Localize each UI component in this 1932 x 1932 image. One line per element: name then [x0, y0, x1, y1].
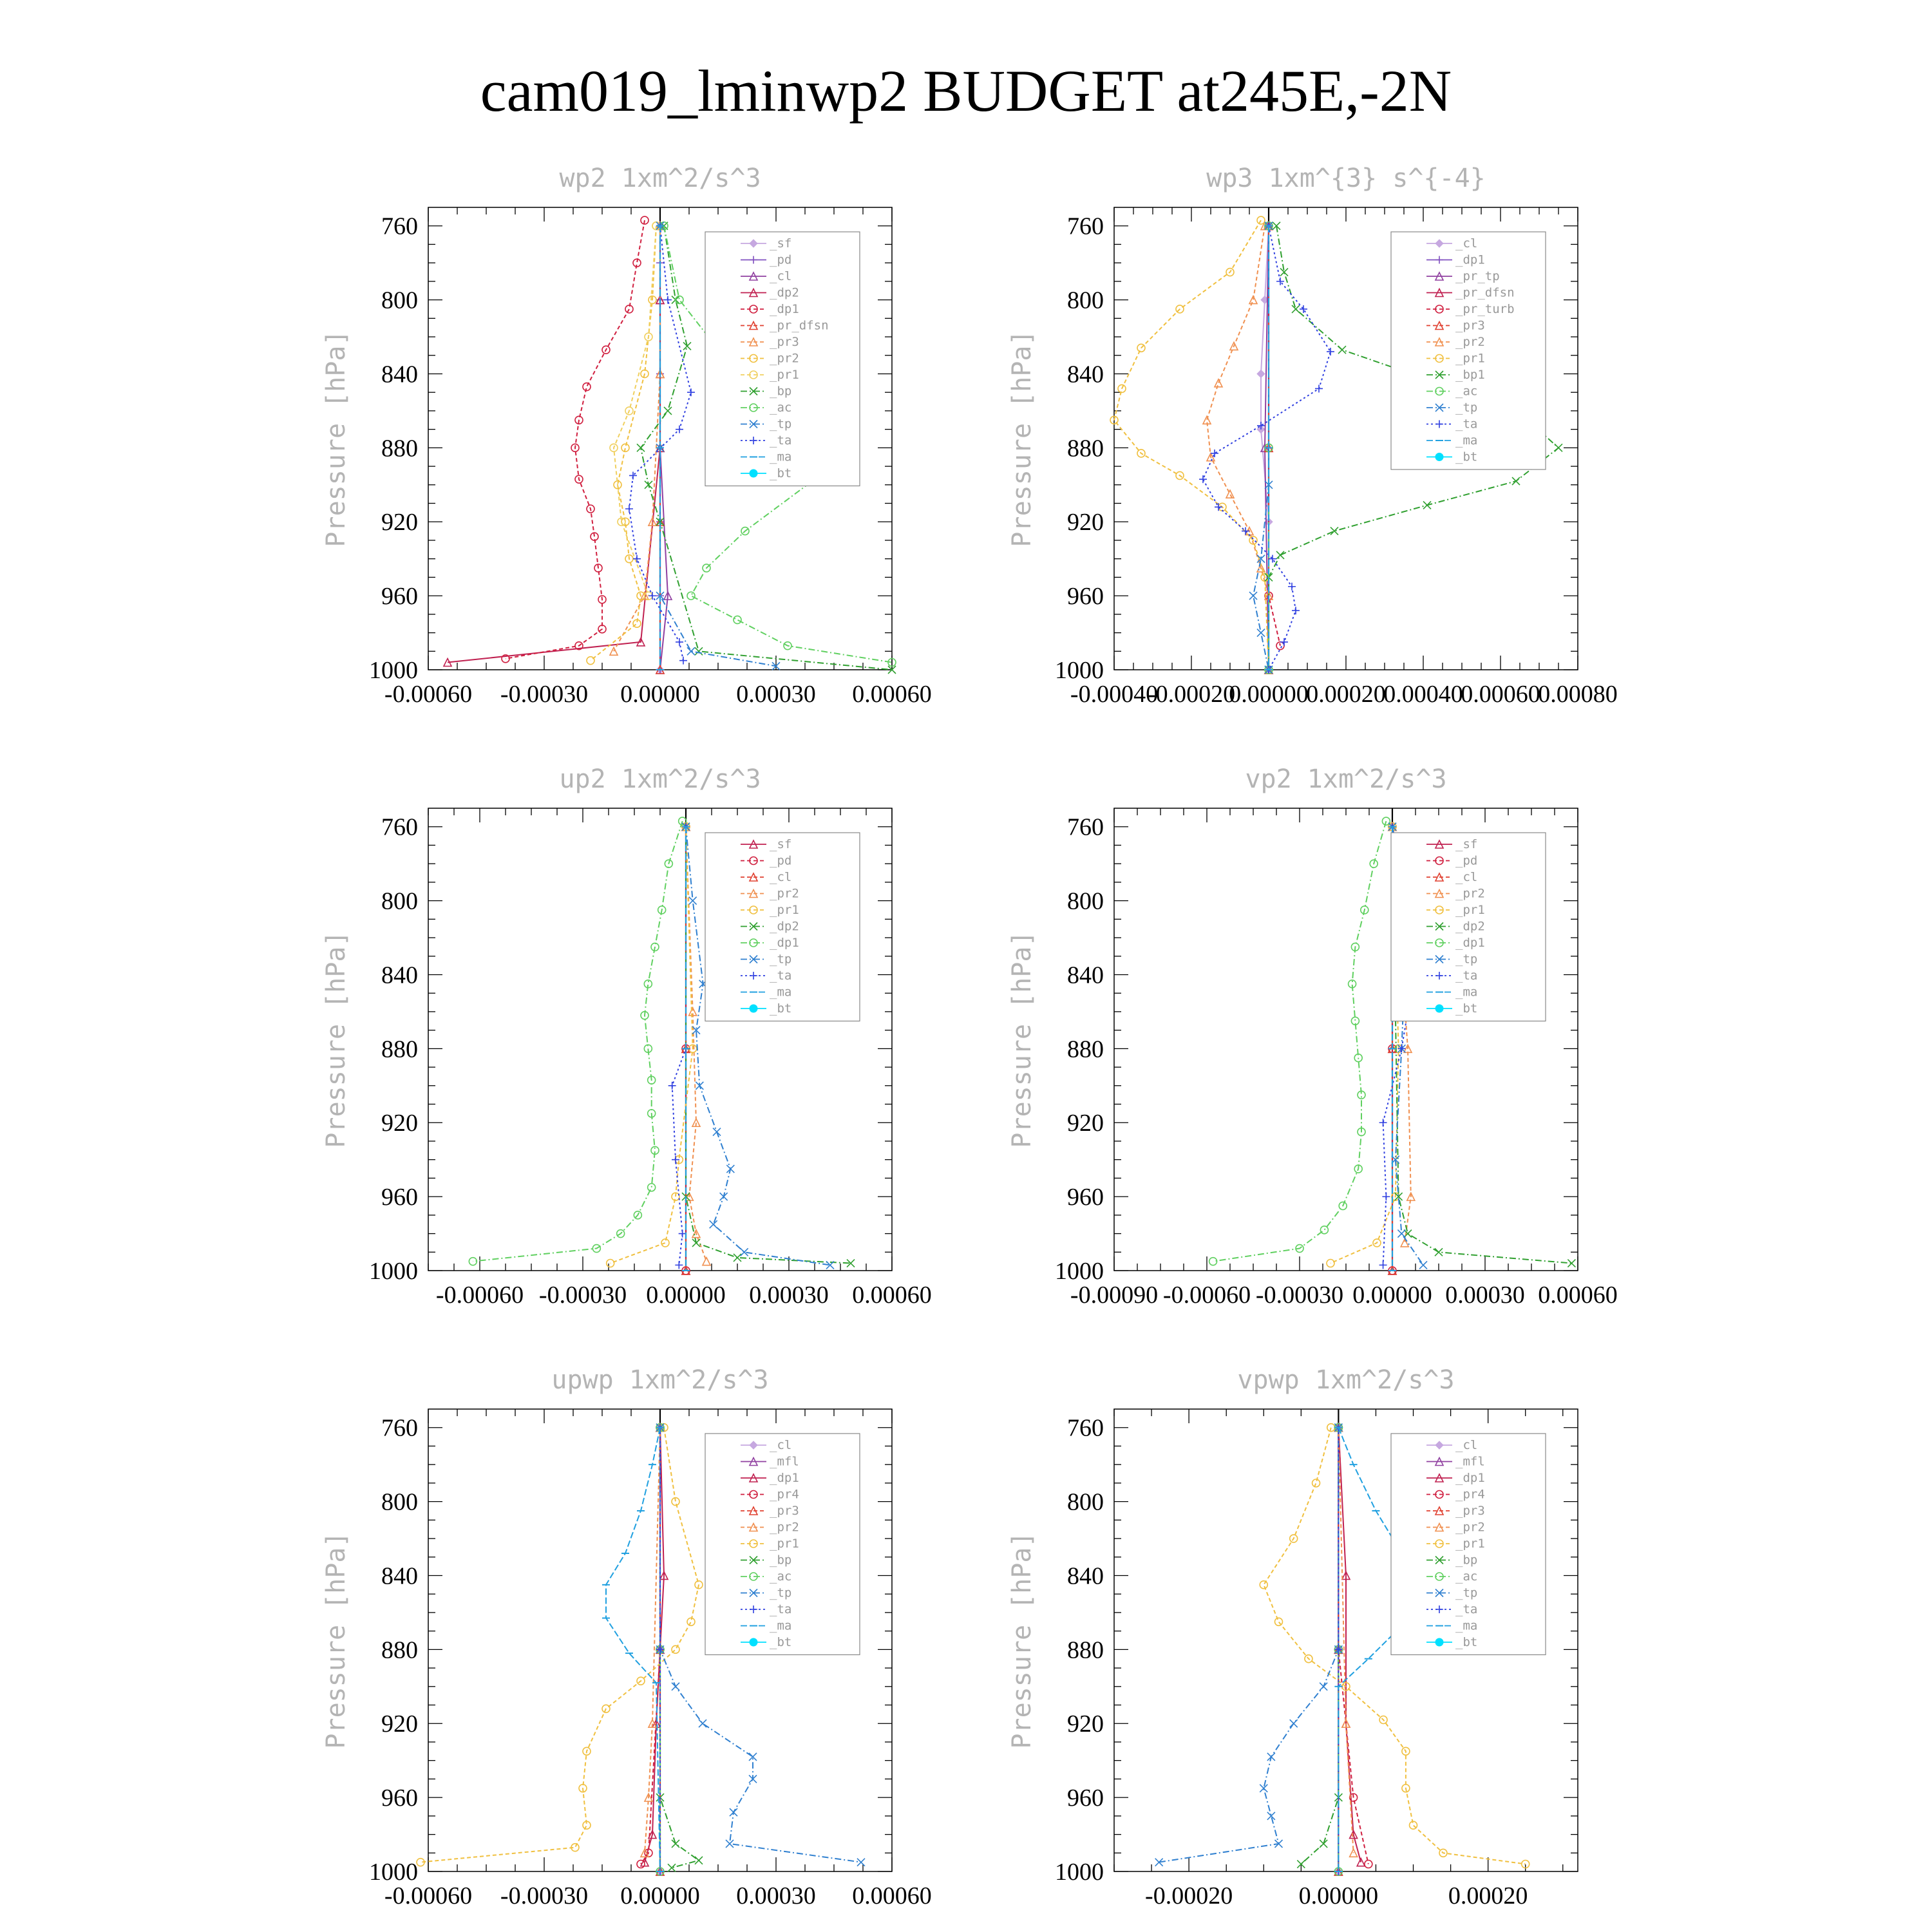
data-point — [676, 638, 683, 646]
data-point — [1555, 444, 1562, 451]
series-line-pr1 — [421, 1428, 699, 1862]
data-point — [1512, 477, 1520, 485]
x-tick-label: 0.00000 — [1352, 1282, 1432, 1309]
x-tick-label: 0.00030 — [1445, 1282, 1525, 1309]
data-point — [672, 1683, 679, 1690]
data-point — [710, 1220, 717, 1228]
data-point — [1423, 501, 1431, 509]
series-line-pr2 — [686, 827, 706, 1262]
legend-label: _pr3 — [1455, 318, 1485, 333]
legend-label: _cl — [1455, 236, 1478, 251]
x-tick-label: 0.00060 — [852, 681, 932, 708]
y-tick-label: 760 — [1067, 813, 1104, 841]
y-axis-label: Pressure [hPa] — [321, 931, 351, 1148]
legend-label: _pr3 — [770, 1504, 799, 1518]
data-point — [1257, 370, 1265, 377]
legend-label: _cl — [1455, 1438, 1478, 1452]
x-tick-label: -0.00020 — [1145, 1882, 1233, 1909]
y-tick-label: 760 — [381, 1414, 418, 1442]
legend-label: _mfl — [1455, 1454, 1485, 1469]
legend-label: _pr2 — [770, 351, 799, 366]
legend-label: _pd — [1455, 853, 1478, 868]
data-point — [1419, 1261, 1427, 1269]
legend-label: _ta — [770, 1602, 792, 1616]
legend-label: _tp — [1455, 952, 1478, 967]
series-line-pr1 — [1114, 220, 1269, 670]
y-tick-label: 880 — [381, 1036, 418, 1063]
legend-label: _pr2 — [770, 1520, 799, 1535]
data-point — [1260, 1581, 1267, 1589]
y-tick-label: 800 — [1067, 1488, 1104, 1516]
legend-label: _ta — [770, 969, 792, 983]
data-point — [633, 555, 641, 563]
data-point — [607, 1260, 614, 1267]
data-point — [1382, 1193, 1390, 1200]
legend-label: _dp1 — [1455, 252, 1485, 267]
data-point — [1320, 1226, 1328, 1234]
data-point — [703, 1258, 710, 1265]
y-tick-label: 1000 — [369, 1258, 418, 1285]
y-tick-label: 840 — [381, 361, 418, 388]
y-tick-label: 920 — [1067, 1710, 1104, 1738]
x-tick-label: 0.00000 — [620, 1882, 700, 1909]
data-point — [649, 592, 656, 600]
legend-label: _pr3 — [1455, 1504, 1485, 1518]
y-tick-label: 920 — [381, 1710, 418, 1738]
data-point — [1567, 1260, 1575, 1267]
legend-label: _bt — [770, 466, 792, 480]
legend-label: _dp1 — [770, 936, 799, 950]
y-tick-label: 840 — [381, 961, 418, 989]
y-tick-label: 1000 — [369, 657, 418, 684]
panel-2 — [1007, 164, 1618, 708]
legend-label: _pr2 — [1455, 1520, 1485, 1535]
data-point — [1379, 1119, 1387, 1126]
legend-label: _ma — [1455, 1618, 1478, 1633]
legend-label: _pr1 — [1455, 351, 1485, 366]
series-line-ma — [606, 1428, 660, 1871]
data-point — [637, 444, 645, 451]
data-point — [1215, 379, 1222, 387]
y-axis-label: Pressure [hPa] — [321, 1531, 351, 1749]
legend-label: _ta — [770, 433, 792, 448]
legend-label: _bp — [770, 384, 792, 399]
legend-marker — [1435, 1638, 1443, 1646]
data-point — [1290, 1719, 1298, 1727]
data-point — [1312, 1479, 1320, 1487]
x-tick-label: 0.00030 — [749, 1282, 829, 1309]
x-tick-label: 0.00000 — [1298, 1882, 1379, 1909]
legend-label: _ac — [1455, 384, 1478, 399]
x-tick-label: -0.00040 — [1070, 681, 1159, 708]
panel-4 — [1007, 764, 1618, 1309]
legend-label: _sf — [770, 837, 792, 851]
y-tick-label: 760 — [381, 213, 418, 240]
legend-marker — [1435, 1005, 1443, 1012]
x-tick-label: 0.00020 — [1306, 681, 1386, 708]
legend-label: _ta — [1455, 969, 1478, 983]
legend-label: _cl — [770, 269, 792, 283]
y-tick-label: 880 — [1067, 1636, 1104, 1664]
legend-label: _cl — [770, 870, 792, 884]
y-tick-label: 800 — [381, 287, 418, 314]
legend-marker — [1435, 453, 1443, 461]
data-point — [1397, 1230, 1405, 1238]
panel-6 — [1007, 1365, 1578, 1909]
data-point — [675, 1261, 683, 1269]
x-tick-label: -0.00030 — [500, 681, 589, 708]
data-point — [1331, 527, 1338, 535]
legend-label: _ta — [1455, 417, 1478, 431]
legend-label: _ma — [770, 450, 792, 464]
y-tick-label: 1000 — [369, 1859, 418, 1886]
legend-label: _sf — [1455, 837, 1478, 851]
legend-label: _pr_tp — [1455, 269, 1500, 283]
series-line-pr4 — [1338, 1428, 1368, 1864]
data-point — [695, 1857, 703, 1864]
legend-label: _bt — [770, 1001, 792, 1016]
y-tick-label: 880 — [381, 435, 418, 462]
x-tick-label: 0.00000 — [1229, 681, 1309, 708]
y-tick-label: 960 — [381, 1785, 418, 1812]
legend-label: _dp2 — [770, 285, 799, 300]
panel-title: vpwp 1xm^2/s^3 — [1237, 1365, 1455, 1395]
y-axis-label: Pressure [hPa] — [1007, 931, 1037, 1148]
series-line-dp1 — [1213, 821, 1387, 1262]
legend-label: _tp — [1455, 1586, 1478, 1600]
legend-label: _pr2 — [1455, 886, 1485, 901]
x-tick-label: -0.00060 — [1162, 1282, 1251, 1309]
legend-label: _bp1 — [1455, 368, 1485, 382]
panel-title: wp2 1xm^2/s^3 — [559, 164, 761, 193]
panel-title: up2 1xm^2/s^3 — [559, 764, 761, 794]
x-tick-label: 0.00060 — [1461, 681, 1540, 708]
y-tick-label: 800 — [1067, 887, 1104, 915]
data-point — [1292, 607, 1300, 614]
x-tick-label: 0.00030 — [736, 681, 816, 708]
data-point — [1357, 1859, 1365, 1866]
x-tick-label: -0.00030 — [1255, 1282, 1344, 1309]
legend-label: _cl — [770, 1438, 792, 1452]
legend-label: _ta — [1455, 1602, 1478, 1616]
data-point — [679, 1230, 687, 1238]
series-line-pr1 — [614, 226, 656, 596]
y-tick-label: 880 — [1067, 1036, 1104, 1063]
data-point — [629, 471, 637, 479]
data-point — [1276, 551, 1284, 559]
y-tick-label: 880 — [381, 1636, 418, 1664]
y-tick-label: 880 — [1067, 435, 1104, 462]
x-tick-label: 0.00020 — [1448, 1882, 1528, 1909]
legend-label: _pr1 — [770, 903, 799, 917]
data-point — [695, 647, 703, 655]
series-line-pr1 — [1331, 827, 1399, 1264]
y-axis-label: Pressure [hPa] — [321, 330, 351, 547]
x-tick-label: 0.00060 — [852, 1882, 932, 1909]
y-tick-label: 1000 — [1055, 1859, 1104, 1886]
legend-label: _pr_turb — [1455, 302, 1515, 316]
panel-3 — [321, 764, 932, 1309]
data-point — [1379, 1261, 1387, 1269]
data-point — [1320, 1840, 1327, 1848]
x-tick-label: -0.00030 — [538, 1282, 627, 1309]
y-tick-label: 1000 — [1055, 657, 1104, 684]
panel-5 — [321, 1365, 932, 1909]
x-tick-label: -0.00060 — [384, 1882, 473, 1909]
data-point — [699, 1719, 706, 1727]
legend-label: _mfl — [770, 1454, 799, 1469]
series-line-pr1 — [611, 827, 693, 1264]
legend-label: _dp1 — [770, 1471, 799, 1485]
data-point — [625, 505, 633, 513]
legend-label: _tp — [770, 952, 792, 967]
y-tick-label: 920 — [381, 1110, 418, 1137]
data-point — [1269, 555, 1276, 563]
legend-label: _pd — [770, 853, 792, 868]
legend-marker — [750, 1638, 757, 1646]
y-axis-label: Pressure [hPa] — [1007, 330, 1037, 547]
legend-label: _bp — [1455, 1553, 1478, 1567]
y-tick-label: 760 — [381, 813, 418, 841]
data-point — [726, 1165, 734, 1173]
data-point — [1288, 583, 1296, 591]
legend-marker — [750, 469, 757, 477]
y-tick-label: 920 — [1067, 509, 1104, 536]
legend-label: _pr_dfsn — [1455, 285, 1515, 300]
y-tick-label: 840 — [381, 1562, 418, 1590]
data-point — [1280, 638, 1288, 646]
legend-label: _pr2 — [770, 886, 799, 901]
x-tick-label: -0.00020 — [1147, 681, 1236, 708]
x-tick-label: -0.00030 — [500, 1882, 589, 1909]
data-point — [687, 592, 695, 600]
data-point — [672, 1645, 679, 1653]
legend-label: _sf — [770, 236, 792, 251]
legend-label: _dp1 — [1455, 1471, 1485, 1485]
data-point — [1404, 1230, 1412, 1238]
legend-label: _pr1 — [770, 368, 799, 382]
data-point — [1365, 1861, 1372, 1868]
data-point — [1267, 1812, 1275, 1820]
legend-label: _tp — [1455, 401, 1478, 415]
legend-label: _pr1 — [1455, 1537, 1485, 1551]
data-point — [687, 388, 695, 396]
series-line-dp1 — [473, 821, 682, 1262]
legend-label: _pr1 — [1455, 903, 1485, 917]
data-point — [587, 657, 594, 665]
y-tick-label: 760 — [1067, 1414, 1104, 1442]
legend-label: _pr2 — [1455, 335, 1485, 349]
data-point — [668, 1082, 676, 1090]
y-tick-label: 960 — [1067, 1184, 1104, 1211]
y-tick-label: 800 — [381, 887, 418, 915]
legend-label: _pr1 — [770, 1537, 799, 1551]
legend-label: _bp — [770, 1553, 792, 1567]
legend-label: _tp — [770, 1586, 792, 1600]
y-tick-label: 960 — [1067, 1785, 1104, 1812]
legend-label: _ac — [770, 1569, 792, 1584]
data-point — [1338, 346, 1346, 354]
legend-label: _dp2 — [770, 919, 799, 934]
data-point — [857, 1859, 865, 1866]
data-point — [1315, 384, 1323, 392]
legend-label: _pr4 — [770, 1487, 799, 1502]
x-tick-label: 0.00060 — [852, 1282, 932, 1309]
data-point — [1327, 1260, 1334, 1267]
legend-label: _ma — [770, 1618, 792, 1633]
y-tick-label: 960 — [1067, 583, 1104, 611]
legend-label: _cl — [1455, 870, 1478, 884]
series-line-bp — [1301, 1428, 1338, 1864]
legend-label: _ac — [1455, 1569, 1478, 1584]
data-point — [664, 407, 672, 415]
legend-label: _ma — [1455, 985, 1478, 999]
data-point — [637, 1861, 645, 1868]
data-point — [1257, 629, 1265, 637]
y-tick-label: 800 — [1067, 287, 1104, 314]
data-point — [689, 897, 697, 905]
data-point — [734, 616, 741, 623]
series-line-pr_turb — [1269, 226, 1280, 646]
panel-title: vp2 1xm^2/s^3 — [1245, 764, 1447, 794]
x-tick-label: 0.00030 — [736, 1882, 816, 1909]
legend-label: _ma — [1455, 433, 1478, 448]
series-line-dp2 — [448, 226, 660, 663]
data-point — [676, 296, 683, 304]
data-point — [672, 1840, 679, 1848]
legend-label: _pr3 — [770, 335, 799, 349]
data-point — [1292, 305, 1300, 313]
data-point — [1199, 475, 1207, 483]
panel-title: upwp 1xm^2/s^3 — [551, 1365, 769, 1395]
data-point — [730, 1808, 737, 1816]
legend-label: _bt — [1455, 1635, 1478, 1649]
legend-label: _ac — [770, 401, 792, 415]
data-point — [713, 1128, 721, 1136]
data-point — [679, 657, 687, 665]
legend-label: _bt — [1455, 1001, 1478, 1016]
legend-label: _pr4 — [1455, 1487, 1485, 1502]
legend-label: _pd — [770, 252, 792, 267]
x-tick-label: 0.00040 — [1383, 681, 1463, 708]
data-point — [1274, 1618, 1282, 1625]
x-tick-label: 0.00080 — [1538, 681, 1618, 708]
data-point — [664, 296, 672, 304]
legend-label: _pr_dfsn — [770, 318, 829, 333]
data-point — [726, 1840, 734, 1848]
x-tick-label: -0.00060 — [384, 681, 473, 708]
data-point — [668, 1864, 676, 1871]
y-tick-label: 840 — [1067, 961, 1104, 989]
data-point — [720, 1193, 728, 1200]
legend-marker — [750, 1005, 757, 1012]
legend-label: _bt — [1455, 450, 1478, 464]
y-tick-label: 760 — [1067, 213, 1104, 240]
y-tick-label: 840 — [1067, 1562, 1104, 1590]
series-line-pr3 — [614, 226, 660, 652]
y-tick-label: 960 — [381, 1184, 418, 1211]
data-point — [1215, 503, 1222, 511]
data-point — [648, 1184, 656, 1191]
panel-1 — [321, 164, 932, 708]
legend-label: _dp1 — [770, 302, 799, 316]
figure-title: cam019_lminwp2 BUDGET at245E,-2N — [480, 58, 1452, 124]
x-tick-label: 0.00060 — [1538, 1282, 1618, 1309]
legend-label: _dp2 — [1455, 919, 1485, 934]
legend-label: _tp — [770, 417, 792, 431]
y-axis-label: Pressure [hPa] — [1007, 1531, 1037, 1749]
y-tick-label: 920 — [381, 509, 418, 536]
y-tick-label: 920 — [1067, 1110, 1104, 1137]
data-point — [1320, 1683, 1327, 1690]
series-line-dp1 — [506, 220, 645, 659]
data-point — [687, 647, 695, 655]
data-point — [683, 342, 691, 350]
x-tick-label: 0.00000 — [646, 1282, 726, 1309]
y-tick-label: 1000 — [1055, 1258, 1104, 1285]
legend-label: _ma — [770, 985, 792, 999]
series-line-pr2 — [1207, 226, 1269, 670]
x-tick-label: 0.00000 — [620, 681, 700, 708]
y-tick-label: 960 — [381, 583, 418, 611]
y-tick-label: 840 — [1067, 361, 1104, 388]
data-point — [1327, 348, 1334, 355]
data-point — [1300, 305, 1307, 313]
data-point — [1435, 1248, 1443, 1256]
data-point — [1226, 490, 1234, 498]
legend-label: _dp1 — [1455, 936, 1485, 950]
panel-title: wp3 1xm^{3} s^{-4} — [1206, 164, 1486, 193]
y-tick-label: 800 — [381, 1488, 418, 1516]
x-tick-label: -0.00060 — [435, 1282, 524, 1309]
x-tick-label: -0.00090 — [1070, 1282, 1159, 1309]
legend-label: _bt — [770, 1635, 792, 1649]
data-point — [1260, 1785, 1267, 1792]
